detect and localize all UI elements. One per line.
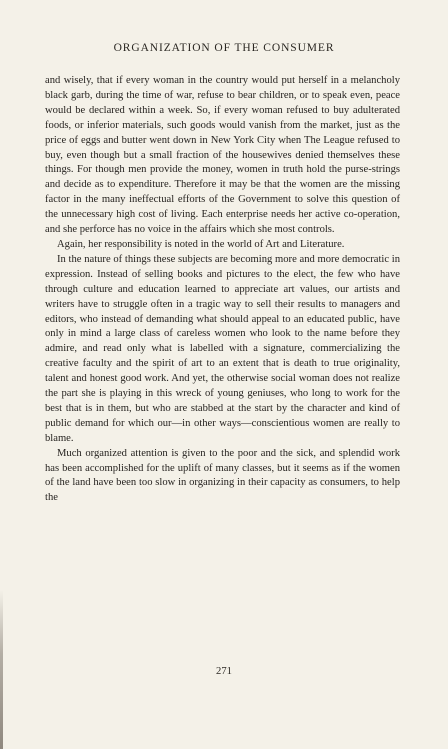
running-head: ORGANIZATION OF THE CONSUMER: [113, 42, 335, 54]
paragraph-art-literature: Again, her responsibility is noted in the world of Art and Literature.: [57, 238, 345, 250]
paragraph-continued: and wisely, that if every woman in the country would put herself in a melancholy black garb, during the time of war, refuse to bear children, or to speak even, peace would be declared within a week. So, if every woman refused to buy adulterated foods, or inferior materials, such goods would vanish from the market, just as the price of eggs and butter went down in New York City when The League refused to buy, even though but a small fraction of the housewives denied themselves these things. For though men provide the money, women in truth hold the purse-strings and decide as to expenditure. Therefore it may be that the women are the missing factor in the many ineffectual efforts of the Government to solve this question of the unnecessary high cost of living. Each enterprise needs her active co-operation, and she perforce has no voice in the affairs which she most controls.: [45, 75, 400, 236]
page-number: 271: [216, 666, 232, 677]
binding-edge-shadow: [0, 590, 3, 749]
paragraph-organized-attention: Much organized attention is given to the poor and the sick, and splendid work has been accomplished for the uplift of many classes, but it seems as if the women of the land have been too slow in organizing in their capacity as consumers, to help the: [45, 447, 400, 504]
paragraph-democratic-expression: In the nature of things these subjects are becoming more and more democratic in expression. Instead of selling books and pictures to the elect, the few who have through culture and education learned to appreciate art values, our artists and writers have to struggle often in a tragic way to sell their results to managers and editors, who instead of demanding what should appeal to an educated public, have only in mind a large class of careless women who look to the name before they admire, and read only what is labelled with a signature, commercializing the creative faculty and the spirit of art to an extent that is death to true originality, talent and honest good work. And yet, the otherwise social woman does not realize the part she is playing in this wreck of young geniuses, who long to work for the best that is in them, but who are stabbed at the start by the character and kind of public demand for which our—in other ways—conscientious women are really to blame.: [45, 253, 400, 444]
body-text: [45, 74, 400, 506]
